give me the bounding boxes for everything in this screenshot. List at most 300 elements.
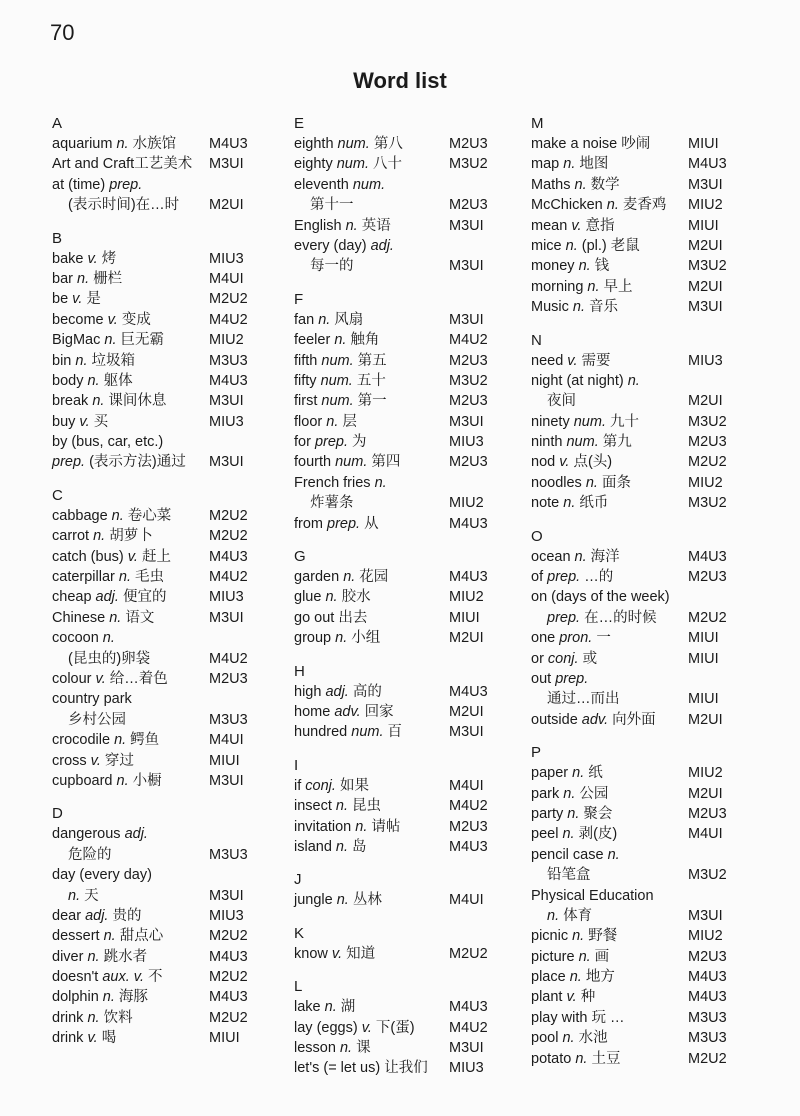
word-entry	[294, 134, 506, 154]
word-text: mice n. (pl.) 老鼠	[531, 237, 640, 254]
word-entry	[531, 1008, 753, 1028]
unit-code: M3U2	[688, 867, 727, 884]
word-text: island n. 岛	[294, 838, 367, 855]
word-text: 铅笔盒	[547, 867, 591, 884]
word-entry	[52, 289, 262, 309]
word-text: need v. 需要	[531, 352, 611, 369]
unit-code: MIU2	[209, 332, 244, 349]
word-text: dolphin n. 海豚	[52, 989, 148, 1006]
section-letter: J	[294, 871, 302, 889]
word-text: (表示时间)在…时	[68, 197, 180, 214]
unit-code: M2U3	[449, 136, 488, 152]
section-letter: L	[294, 978, 303, 996]
word-entry	[531, 567, 753, 587]
word-entry	[531, 1028, 753, 1048]
unit-code: M3UI	[688, 176, 723, 193]
word-text: Chinese n. 语文	[52, 609, 155, 626]
word-text: ocean n. 海洋	[531, 548, 620, 565]
word-entry	[52, 926, 262, 946]
letter-section	[294, 924, 506, 964]
word-entry	[294, 837, 506, 857]
unit-code: M3U2	[688, 413, 727, 430]
word-text: feeler n. 触角	[294, 332, 380, 349]
unit-code: M3UI	[449, 258, 484, 275]
unit-code: M3UI	[688, 907, 723, 924]
word-text: outside adv. 向外面	[531, 711, 656, 728]
unit-code: M3U3	[209, 846, 248, 863]
word-entry	[294, 432, 506, 452]
word-text: make a noise 吵闹	[531, 136, 651, 152]
unit-code: MIU3	[688, 352, 723, 369]
unit-code: M4U2	[209, 569, 248, 586]
word-entry	[294, 702, 506, 722]
section-letter: O	[531, 527, 543, 545]
word-entry	[52, 154, 262, 174]
unit-code: M4U2	[209, 311, 248, 328]
unit-code: M3U2	[688, 258, 727, 275]
word-entry	[531, 452, 753, 472]
unit-code: MIU3	[209, 907, 244, 924]
word-text: Music n. 音乐	[531, 299, 619, 316]
word-entry	[531, 175, 753, 195]
word-text: fourth num. 第四	[294, 454, 401, 471]
word-text: know v. 知道	[294, 945, 376, 962]
unit-code: M4U3	[688, 989, 727, 1006]
word-entry	[531, 845, 753, 865]
word-text: Art and Craft工艺美术	[52, 156, 193, 173]
word-text: crocodile n. 鳄鱼	[52, 732, 160, 749]
unit-code: M4U3	[449, 515, 488, 532]
word-entry	[531, 154, 753, 174]
word-entry	[52, 587, 262, 607]
word-entry	[52, 906, 262, 926]
page-title: Word list	[353, 68, 447, 93]
unit-code: M4U3	[688, 156, 727, 173]
word-text: lay (eggs) v. 下(蛋)	[294, 1019, 415, 1036]
letter-section	[531, 527, 753, 731]
word-text: 炸薯条	[310, 495, 354, 512]
word-entry	[531, 669, 753, 689]
word-entry	[294, 412, 506, 432]
word-text: pencil case n.	[531, 846, 620, 863]
unit-code: M3U3	[209, 352, 248, 369]
word-text: caterpillar n. 毛虫	[52, 569, 165, 586]
word-text: or conj. 或	[531, 650, 598, 667]
word-text: Maths n. 数学	[531, 176, 620, 193]
unit-code: M4UI	[449, 892, 484, 909]
word-text: park n. 公园	[531, 785, 609, 802]
word-entry	[294, 628, 506, 648]
word-entry	[294, 944, 506, 964]
word-text: at (time) prep.	[52, 176, 143, 193]
section-letter: B	[52, 229, 63, 247]
unit-code: M2U3	[209, 670, 248, 687]
section-letter: I	[294, 756, 299, 774]
word-entry	[531, 804, 753, 824]
word-entry	[531, 649, 753, 669]
word-text: lake n. 湖	[294, 999, 356, 1016]
word-entry	[294, 452, 506, 472]
unit-code: MIU2	[688, 765, 723, 782]
word-entry	[531, 763, 753, 783]
word-text: bin n. 垃圾箱	[52, 352, 136, 369]
unit-code: MIU2	[688, 474, 723, 491]
word-entry	[294, 256, 506, 276]
word-text: every (day) adj.	[294, 237, 394, 254]
word-text: invitation n. 请帖	[294, 818, 401, 835]
section-letter: G	[294, 548, 306, 566]
word-text: eighty num. 八十	[294, 156, 403, 173]
word-text: French fries n.	[294, 474, 387, 491]
word-entry	[52, 391, 262, 411]
word-entry	[294, 890, 506, 910]
word-text: become v. 变成	[52, 311, 151, 328]
unit-code: M4U3	[209, 548, 248, 565]
word-entry	[294, 722, 506, 742]
word-entry	[52, 771, 262, 791]
word-text: paper n. 纸	[531, 765, 603, 782]
word-text: be v. 是	[52, 291, 101, 308]
unit-code: MIU2	[688, 928, 723, 945]
word-entry	[52, 886, 262, 906]
unit-code: M4U3	[449, 683, 488, 700]
letter-section	[294, 756, 506, 858]
word-text: fifth num. 第五	[294, 352, 387, 369]
word-entry	[531, 987, 753, 1007]
word-text: aquarium n. 水族馆	[52, 136, 177, 152]
word-entry	[294, 1038, 506, 1058]
unit-code: MIU3	[209, 250, 244, 267]
word-entry	[294, 567, 506, 587]
unit-code: M2U2	[209, 1009, 248, 1026]
unit-code: M3U3	[688, 1030, 727, 1047]
word-text: 第十一	[310, 197, 354, 214]
word-entry	[531, 865, 753, 885]
word-entry	[52, 269, 262, 289]
unit-code: M4U3	[209, 989, 248, 1006]
word-entry	[294, 493, 506, 513]
letter-section	[294, 547, 506, 649]
word-text: dangerous adj.	[52, 826, 148, 843]
word-text: doesn't aux. v. 不	[52, 969, 163, 986]
word-text: high adj. 高的	[294, 683, 382, 700]
word-text: prep. 在…的时候	[547, 609, 657, 626]
word-entry	[294, 216, 506, 236]
word-text: floor n. 层	[294, 413, 357, 430]
unit-code: MIU3	[209, 589, 244, 606]
word-entry	[294, 997, 506, 1017]
word-entry	[52, 195, 262, 215]
word-entry	[531, 236, 753, 256]
word-entry	[531, 947, 753, 967]
word-entry	[531, 473, 753, 493]
letter-section	[294, 290, 506, 534]
word-text: n. 体育	[547, 907, 593, 924]
word-text: cabbage n. 卷心菜	[52, 507, 172, 524]
unit-code: M3UI	[449, 413, 484, 430]
word-text: cocoon n.	[52, 630, 115, 647]
unit-code: M2U2	[209, 507, 248, 524]
unit-code: M4U2	[209, 650, 248, 667]
word-text: mean v. 意指	[531, 217, 615, 234]
word-text: 通过…而出	[547, 691, 620, 708]
word-text: buy v. 买	[52, 413, 109, 430]
word-entry	[531, 926, 753, 946]
word-text: potato n. 土豆	[531, 1050, 621, 1067]
unit-code: M2U3	[688, 805, 727, 822]
word-entry	[531, 351, 753, 371]
unit-code: M4UI	[449, 777, 484, 794]
letter-section	[294, 114, 506, 277]
letter-section	[294, 977, 506, 1079]
unit-code: M2U2	[688, 1050, 727, 1067]
word-text: bake v. 烤	[52, 250, 117, 267]
word-text: pool n. 水池	[531, 1030, 608, 1047]
section-letter: E	[294, 115, 305, 132]
word-entry	[531, 297, 753, 317]
word-entry	[531, 277, 753, 297]
word-text: n. 天	[68, 887, 99, 904]
word-text: English n. 英语	[294, 217, 391, 234]
word-entry	[531, 134, 753, 154]
word-text: cupboard n. 小橱	[52, 772, 162, 789]
word-text: day (every day)	[52, 867, 152, 884]
unit-code: M3UI	[449, 724, 484, 741]
unit-code: M3U3	[688, 1009, 727, 1026]
word-text: break n. 课间休息	[52, 393, 167, 410]
word-entry	[531, 628, 753, 648]
word-entry	[52, 249, 262, 269]
unit-code: M2UI	[688, 278, 723, 295]
word-text: map n. 地图	[531, 156, 609, 173]
word-text: drink n. 饮料	[52, 1009, 133, 1026]
word-entry	[52, 967, 262, 987]
word-text: home adv. 回家	[294, 703, 394, 720]
word-entry	[294, 796, 506, 816]
word-text: place n. 地方	[531, 969, 615, 986]
unit-code: M2U2	[209, 928, 248, 945]
word-text: of prep. …的	[531, 569, 614, 586]
word-entry	[294, 330, 506, 350]
unit-code: MIU3	[209, 413, 244, 430]
word-entry	[531, 412, 753, 432]
word-entry	[531, 391, 753, 411]
word-text: fan n. 风扇	[294, 311, 364, 328]
unit-code: MIUI	[209, 752, 240, 769]
word-entry	[531, 256, 753, 276]
unit-code: M4U3	[209, 372, 248, 389]
word-text: 每一的	[310, 258, 354, 275]
word-entry	[52, 824, 262, 844]
word-entry	[531, 886, 753, 906]
word-entry	[531, 710, 753, 730]
word-text: garden n. 花园	[294, 569, 389, 586]
word-text: out prep.	[531, 670, 589, 687]
section-letter: D	[52, 805, 63, 823]
word-entry	[531, 1049, 753, 1069]
unit-code: M2U3	[449, 393, 488, 410]
word-text: drink v. 喝	[52, 1030, 117, 1047]
word-entry	[52, 710, 262, 730]
word-entry	[52, 751, 262, 771]
unit-code: M2UI	[688, 237, 723, 254]
unit-code: MIU3	[449, 434, 484, 451]
word-text: 乡村公园	[68, 711, 126, 728]
unit-code: M2UI	[209, 197, 244, 214]
letter-section	[294, 662, 506, 743]
word-entry	[294, 473, 506, 493]
word-text: ninth num. 第九	[531, 434, 632, 451]
unit-code: M3UI	[449, 311, 484, 328]
word-entry	[531, 689, 753, 709]
unit-code: M2U3	[449, 197, 488, 214]
unit-code: M4U3	[209, 948, 248, 965]
word-entry	[294, 608, 506, 628]
unit-code: MIU2	[449, 589, 484, 606]
unit-code: M2U3	[449, 352, 488, 369]
unit-code: M2UI	[449, 630, 484, 647]
unit-code: M3UI	[449, 217, 484, 234]
word-entry	[52, 628, 262, 648]
word-text: diver n. 跳水者	[52, 948, 148, 965]
unit-code: M2U2	[688, 454, 727, 471]
word-text: if conj. 如果	[294, 777, 369, 794]
word-text: party n. 聚会	[531, 805, 613, 822]
word-text: ninety num. 九十	[531, 413, 640, 430]
word-entry	[52, 351, 262, 371]
unit-code: M2UI	[688, 785, 723, 802]
unit-code: M2U2	[688, 609, 727, 626]
unit-code: M4U2	[449, 798, 488, 815]
section-letter: F	[294, 290, 304, 308]
word-entry	[294, 195, 506, 215]
word-entry	[52, 310, 262, 330]
unit-code: M3UI	[449, 1039, 484, 1056]
word-text: insect n. 昆虫	[294, 798, 382, 815]
word-entry	[52, 547, 262, 567]
word-text: Physical Education	[531, 887, 654, 904]
unit-code: MIU3	[449, 1060, 484, 1077]
word-text: lesson n. 课	[294, 1039, 371, 1056]
word-text: from prep. 从	[294, 515, 379, 532]
word-text: country park	[52, 691, 132, 708]
word-entry	[52, 730, 262, 750]
word-entry	[531, 824, 753, 844]
word-text: dessert n. 甜点心	[52, 928, 164, 945]
word-entry	[52, 330, 262, 350]
unit-code: M3UI	[209, 887, 244, 904]
unit-code: M2U2	[449, 945, 488, 962]
unit-code: MIUI	[209, 1030, 240, 1047]
word-text: colour v. 给…着色	[52, 670, 168, 687]
unit-code: M2UI	[449, 703, 484, 720]
unit-code: MIUI	[688, 691, 719, 708]
word-text: picnic n. 野餐	[531, 928, 618, 945]
unit-code: M2UI	[688, 393, 723, 410]
word-text: on (days of the week)	[531, 589, 670, 606]
word-text: carrot n. 胡萝卜	[52, 528, 153, 545]
word-entry	[294, 236, 506, 256]
word-text: eleventh num.	[294, 176, 386, 193]
word-text: catch (bus) v. 赶上	[52, 548, 171, 565]
word-column-1	[52, 114, 262, 1062]
letter-section	[531, 331, 753, 514]
unit-code: M3UI	[688, 299, 723, 316]
word-text: cross v. 穿过	[52, 752, 134, 769]
word-text: body n. 躯体	[52, 372, 133, 389]
unit-code: M4U2	[449, 1019, 488, 1036]
word-entry	[294, 310, 506, 330]
word-entry	[294, 682, 506, 702]
word-entry	[294, 371, 506, 391]
page-number: 70	[50, 20, 75, 45]
word-text: money n. 钱	[531, 258, 610, 275]
word-text: go out 出去	[294, 609, 368, 626]
unit-code: M2U3	[688, 434, 727, 451]
unit-code: MIU2	[688, 197, 723, 214]
unit-code: M4UI	[688, 826, 723, 843]
word-text: prep. (表示方法)通过	[52, 454, 186, 471]
section-letter: C	[52, 486, 63, 504]
letter-section	[52, 804, 262, 1048]
word-entry	[294, 817, 506, 837]
word-text: peel n. 剥(皮)	[531, 826, 618, 843]
word-text: 夜间	[547, 393, 576, 410]
word-text: plant v. 种	[531, 989, 596, 1006]
word-entry	[52, 567, 262, 587]
unit-code: M2U3	[449, 818, 488, 835]
word-text: group n. 小组	[294, 630, 381, 647]
unit-code: M3UI	[209, 609, 244, 626]
unit-code: M2U3	[688, 948, 727, 965]
unit-code: M4UI	[209, 732, 244, 749]
word-text: jungle n. 丛林	[294, 892, 382, 909]
word-text: bar n. 栅栏	[52, 270, 123, 287]
unit-code: M3U2	[449, 156, 488, 173]
word-column-3	[531, 114, 753, 1082]
word-entry	[531, 587, 753, 607]
word-text: fifty num. 五十	[294, 372, 386, 389]
word-entry	[52, 947, 262, 967]
word-text: dear adj. 贵的	[52, 907, 142, 924]
unit-code: M3UI	[209, 772, 244, 789]
word-entry	[52, 526, 262, 546]
word-entry	[52, 432, 262, 452]
unit-code: M3UI	[209, 156, 244, 173]
word-text: eighth num. 第八	[294, 136, 403, 152]
word-entry	[52, 865, 262, 885]
unit-code: M3U3	[209, 711, 248, 728]
word-entry	[531, 784, 753, 804]
unit-code: M4U3	[449, 999, 488, 1016]
unit-code: MIUI	[449, 609, 480, 626]
word-entry	[531, 608, 753, 628]
unit-code: M3UI	[209, 454, 244, 471]
unit-code: M2UI	[688, 711, 723, 728]
word-entry	[294, 154, 506, 174]
unit-code: M4U3	[449, 569, 488, 586]
word-entry	[52, 371, 262, 391]
section-letter: A	[52, 115, 63, 132]
word-entry	[294, 175, 506, 195]
word-entry	[294, 776, 506, 796]
section-letter: H	[294, 662, 305, 680]
word-text: night (at night) n.	[531, 372, 640, 389]
word-entry	[52, 608, 262, 628]
word-text: one pron. 一	[531, 630, 611, 647]
unit-code: M3U2	[449, 372, 488, 389]
unit-code: M4U3	[688, 969, 727, 986]
